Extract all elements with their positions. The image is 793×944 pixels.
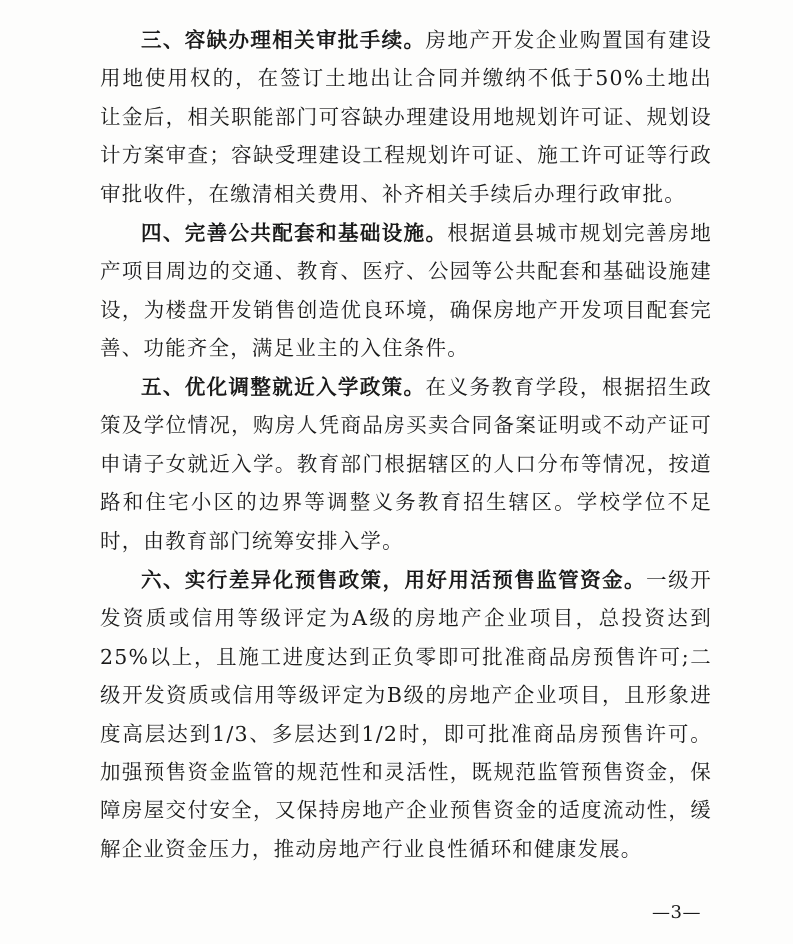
paragraph-4 — [100, 214, 712, 368]
page-number: —3— — [652, 902, 701, 923]
paragraph-5 — [100, 368, 712, 560]
paragraph-3-body: 房地产开发企业购置国有建设用地使用权的，在签订土地出让合同并缴纳不低于50%土地出让金后，相关职能部门可容缺办理建设用地规划许可证、规划设计方案审查；容缺受理建设工程规划许可证、施工许可证等行政审批收件，在缴清相关费用、补齐相关手续后办理行政审批。 — [100, 28, 712, 206]
paragraph-5-heading: 五、优化调整就近入学政策。 — [141, 375, 426, 399]
paragraph-3 — [100, 21, 712, 213]
paragraph-3-heading: 三、容缺办理相关审批手续。 — [141, 28, 426, 52]
paragraph-6-body: 一级开发资质或信用等级评定为A级的房地产企业项目，总投资达到25%以上，且施工进度达到正负零即可批准商品房预售许可;二级开发资质或信用等级评定为B级的房地产企业项目，且形象进度高层达到1/3、多层达到1/2时，即可批准商品房预售许可。加强预售资金监管的规范性和灵活性，既规范监管预售资金，保障房屋交付安全，又保持房地产企业预售资金的适度流动性，缓解企业资金压力，推动房地产行业良性循环和健康发展。 — [100, 568, 712, 861]
paragraph-6-heading: 六、实行差异化预售政策，用好用活预售监管资金。 — [141, 568, 646, 592]
paragraph-6 — [100, 561, 712, 868]
paragraph-4-heading: 四、完善公共配套和基础设施。 — [141, 221, 448, 245]
paragraph-4-body: 根据道县城市规划完善房地产项目周边的交通、教育、医疗、公园等公共配套和基础设施建设，为楼盘开发销售创造优良环境，确保房地产开发项目配套完善、功能齐全，满足业主的入住条件。 — [100, 221, 712, 361]
paragraph-5-body: 在义务教育学段，根据招生政策及学位情况，购房人凭商品房买卖合同备案证明或不动产证可申请子女就近入学。教育部门根据辖区的人口分布等情况，按道路和住宅小区的边界等调整义务教育招生辖区。学校学位不足时，由教育部门统筹安排入学。 — [100, 375, 712, 553]
